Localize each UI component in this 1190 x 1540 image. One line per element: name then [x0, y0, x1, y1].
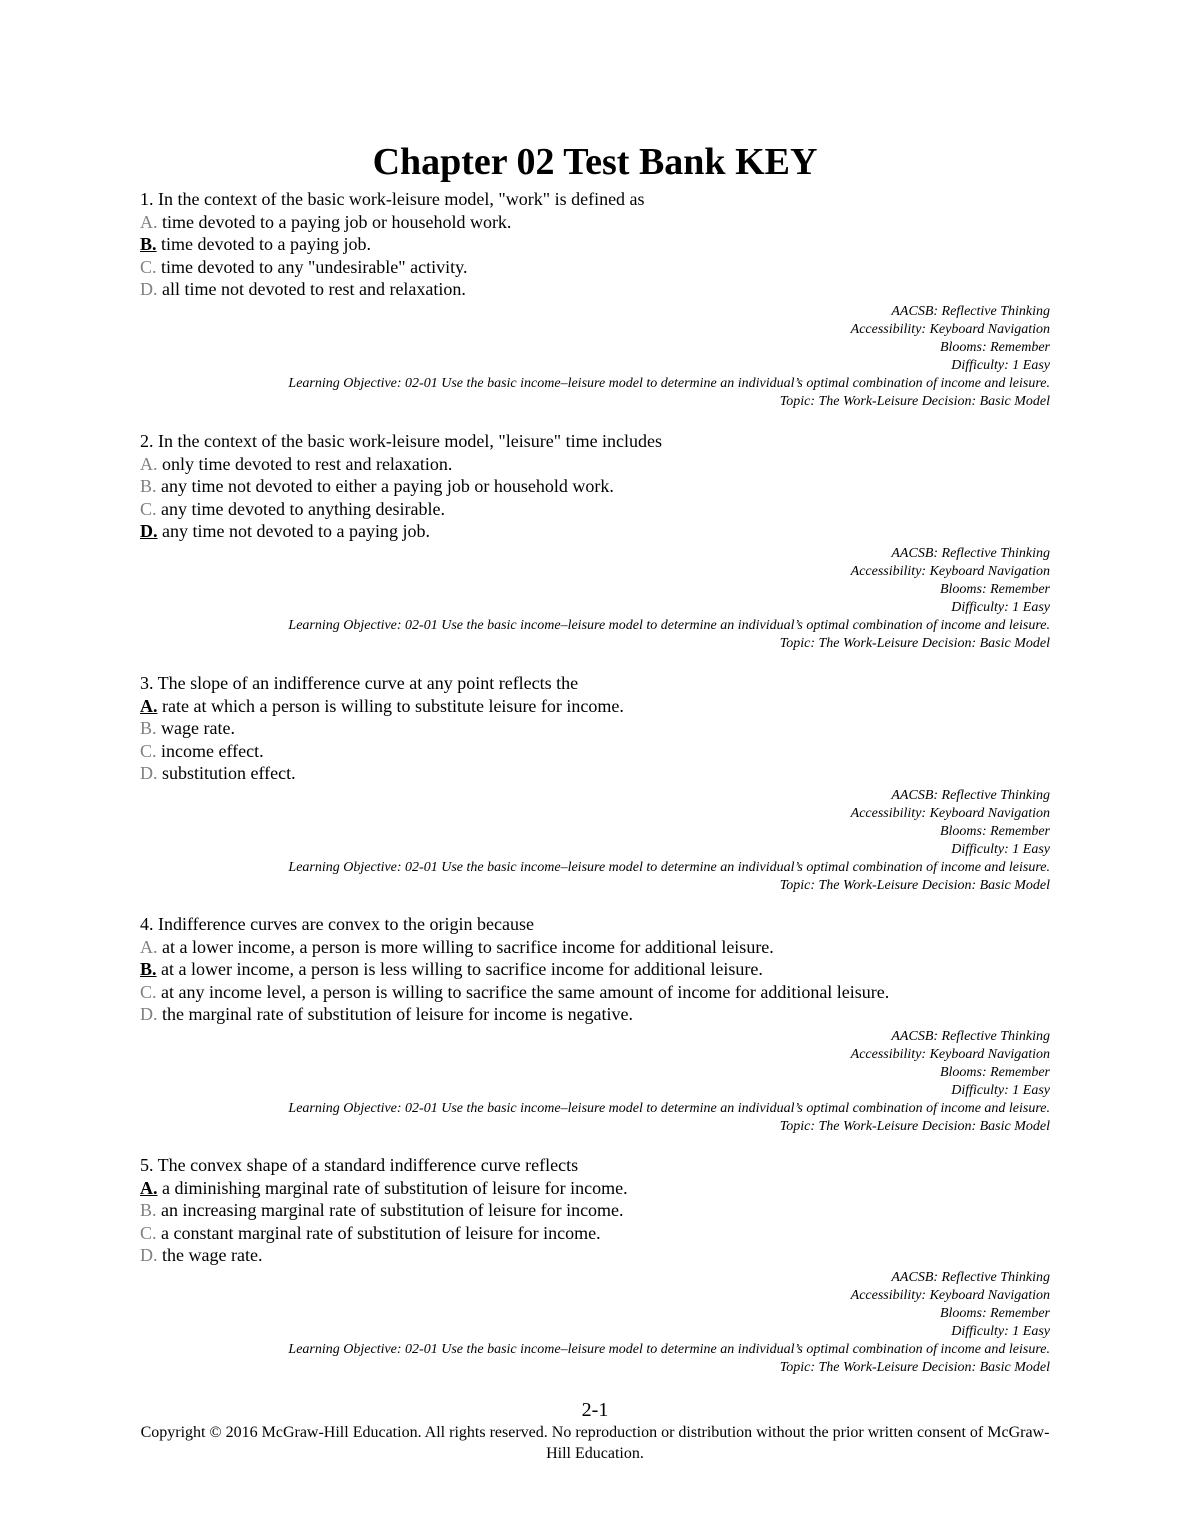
meta-accessibility: Accessibility: Keyboard Navigation [850, 805, 1050, 821]
option-letter: A. [140, 936, 158, 957]
question-3 [140, 672, 1050, 895]
question-2 [140, 430, 1050, 653]
page-footer [0, 1398, 1190, 1464]
meta-topic: Topic: The Work-Leisure Decision: Basic Model [779, 1359, 1050, 1375]
option-text: all time not devoted to rest and relaxation. [157, 279, 466, 299]
question-metadata [140, 1269, 1050, 1377]
option-b [140, 475, 1050, 498]
option-text: only time devoted to rest and relaxation. [157, 453, 453, 474]
question-5 [140, 1154, 1050, 1377]
question-metadata [140, 1028, 1050, 1136]
meta-blooms: Blooms: Remember [939, 823, 1050, 839]
option-text: any time not devoted to a paying job. [157, 521, 430, 541]
option-c [140, 981, 1050, 1004]
option-text: the marginal rate of substitution of leisure for income is negative. [157, 1004, 634, 1024]
option-c [140, 1222, 1050, 1245]
option-letter: C. [140, 1222, 157, 1243]
option-letter: B. [140, 1200, 157, 1220]
question-1 [140, 188, 1050, 411]
meta-learning-objective: Learning Objective: 02-01 Use the basic income–leisure model to determine an individual’s optimal combination of income and leisure. [288, 375, 1050, 391]
option-text: a constant marginal rate of substitution of leisure for income. [156, 1222, 601, 1243]
meta-learning-objective: Learning Objective: 02-01 Use the basic income–leisure model to determine an individual’s optimal combination of income and leisure. [288, 617, 1050, 633]
question-stem: 1. In the context of the basic work-leisure model, "work" is defined as [140, 189, 645, 209]
option-letter: C. [140, 740, 157, 761]
meta-difficulty: Difficulty: 1 Easy [951, 599, 1050, 615]
meta-aacsb: AACSB: Reflective Thinking [891, 1028, 1050, 1044]
question-metadata [140, 545, 1050, 653]
question-stem: 4. Indifference curves are convex to the origin because [140, 914, 534, 934]
meta-blooms: Blooms: Remember [939, 1305, 1050, 1321]
question-metadata [140, 787, 1050, 895]
option-text: a diminishing marginal rate of substitution of leisure for income. [157, 1177, 628, 1198]
meta-topic: Topic: The Work-Leisure Decision: Basic Model [779, 635, 1050, 651]
option-text: any time not devoted to either a paying job or household work. [156, 476, 614, 496]
option-d [140, 762, 1050, 785]
option-b [140, 717, 1050, 740]
option-letter: B. [140, 476, 157, 496]
meta-blooms: Blooms: Remember [939, 581, 1050, 597]
option-text: at a lower income, a person is less willing to sacrifice income for additional leisure. [156, 959, 763, 979]
option-letter: B. [140, 718, 157, 738]
option-letter: D. [140, 763, 158, 783]
meta-learning-objective: Learning Objective: 02-01 Use the basic income–leisure model to determine an individual’s optimal combination of income and leisure. [288, 1100, 1050, 1116]
meta-topic: Topic: The Work-Leisure Decision: Basic Model [779, 393, 1050, 409]
option-a [140, 211, 1050, 234]
correct-option-letter: B. [140, 959, 157, 979]
option-text: any time devoted to anything desirable. [156, 498, 445, 519]
option-letter: C. [140, 498, 157, 519]
meta-accessibility: Accessibility: Keyboard Navigation [850, 1287, 1050, 1303]
option-text: income effect. [156, 740, 264, 761]
meta-learning-objective: Learning Objective: 02-01 Use the basic income–leisure model to determine an individual’s optimal combination of income and leisure. [288, 859, 1050, 875]
option-d [140, 1244, 1050, 1267]
option-c [140, 740, 1050, 763]
meta-blooms: Blooms: Remember [939, 1064, 1050, 1080]
question-stem: 3. The slope of an indifference curve at any point reflects the [140, 673, 579, 693]
correct-option-letter: B. [140, 234, 157, 254]
option-letter: D. [140, 1245, 158, 1265]
correct-option-letter: A. [140, 1177, 158, 1198]
meta-difficulty: Difficulty: 1 Easy [951, 1323, 1050, 1339]
question-4 [140, 913, 1050, 1136]
option-letter: C. [140, 981, 157, 1002]
option-letter: A. [140, 211, 158, 232]
option-text: substitution effect. [157, 763, 296, 783]
question-stem: 2. In the context of the basic work-leisure model, "leisure" time includes [140, 431, 663, 451]
option-text: at any income level, a person is willing to sacrifice the same amount of income for additional leisure. [156, 981, 890, 1002]
correct-option-letter: A. [140, 695, 158, 716]
option-letter: D. [140, 1004, 158, 1024]
question-stem: 5. The convex shape of a standard indifference curve reflects [140, 1155, 579, 1175]
meta-accessibility: Accessibility: Keyboard Navigation [850, 1046, 1050, 1062]
option-b [140, 233, 1050, 256]
option-text: an increasing marginal rate of substitution of leisure for income. [156, 1200, 624, 1220]
option-text: at a lower income, a person is more willing to sacrifice income for additional leisure. [157, 936, 774, 957]
question-metadata [140, 303, 1050, 411]
meta-aacsb: AACSB: Reflective Thinking [891, 545, 1050, 561]
option-letter: A. [140, 453, 158, 474]
meta-aacsb: AACSB: Reflective Thinking [891, 303, 1050, 319]
correct-option-letter: D. [140, 521, 158, 541]
page-number: 2-1 [581, 1399, 609, 1421]
meta-blooms: Blooms: Remember [939, 339, 1050, 355]
option-a [140, 453, 1050, 476]
option-a [140, 936, 1050, 959]
meta-difficulty: Difficulty: 1 Easy [951, 357, 1050, 373]
meta-difficulty: Difficulty: 1 Easy [951, 1082, 1050, 1098]
option-a [140, 695, 1050, 718]
meta-topic: Topic: The Work-Leisure Decision: Basic Model [779, 1118, 1050, 1134]
option-letter: D. [140, 279, 158, 299]
meta-accessibility: Accessibility: Keyboard Navigation [850, 563, 1050, 579]
meta-aacsb: AACSB: Reflective Thinking [891, 1269, 1050, 1285]
meta-learning-objective: Learning Objective: 02-01 Use the basic income–leisure model to determine an individual’s optimal combination of income and leisure. [288, 1341, 1050, 1357]
option-d [140, 520, 1050, 543]
page-title: Chapter 02 Test Bank KEY [372, 141, 818, 183]
meta-topic: Topic: The Work-Leisure Decision: Basic Model [779, 877, 1050, 893]
option-c [140, 498, 1050, 521]
meta-accessibility: Accessibility: Keyboard Navigation [850, 321, 1050, 337]
meta-aacsb: AACSB: Reflective Thinking [891, 787, 1050, 803]
meta-difficulty: Difficulty: 1 Easy [951, 841, 1050, 857]
option-b [140, 1199, 1050, 1222]
option-a [140, 1177, 1050, 1200]
option-text: time devoted to a paying job. [156, 234, 371, 254]
option-text: the wage rate. [157, 1245, 263, 1265]
option-text: wage rate. [156, 718, 235, 738]
copyright-notice: Copyright © 2016 McGraw-Hill Education. All rights reserved. No reproduction or distribution without the prior written consent of McGraw-Hill Education. [140, 1424, 1050, 1462]
option-d [140, 1003, 1050, 1026]
option-c [140, 256, 1050, 279]
option-b [140, 958, 1050, 981]
option-text: rate at which a person is willing to substitute leisure for income. [157, 695, 624, 716]
option-text: time devoted to any "undesirable" activity. [156, 256, 468, 277]
option-d [140, 278, 1050, 301]
option-letter: C. [140, 256, 157, 277]
option-text: time devoted to a paying job or household work. [157, 211, 512, 232]
